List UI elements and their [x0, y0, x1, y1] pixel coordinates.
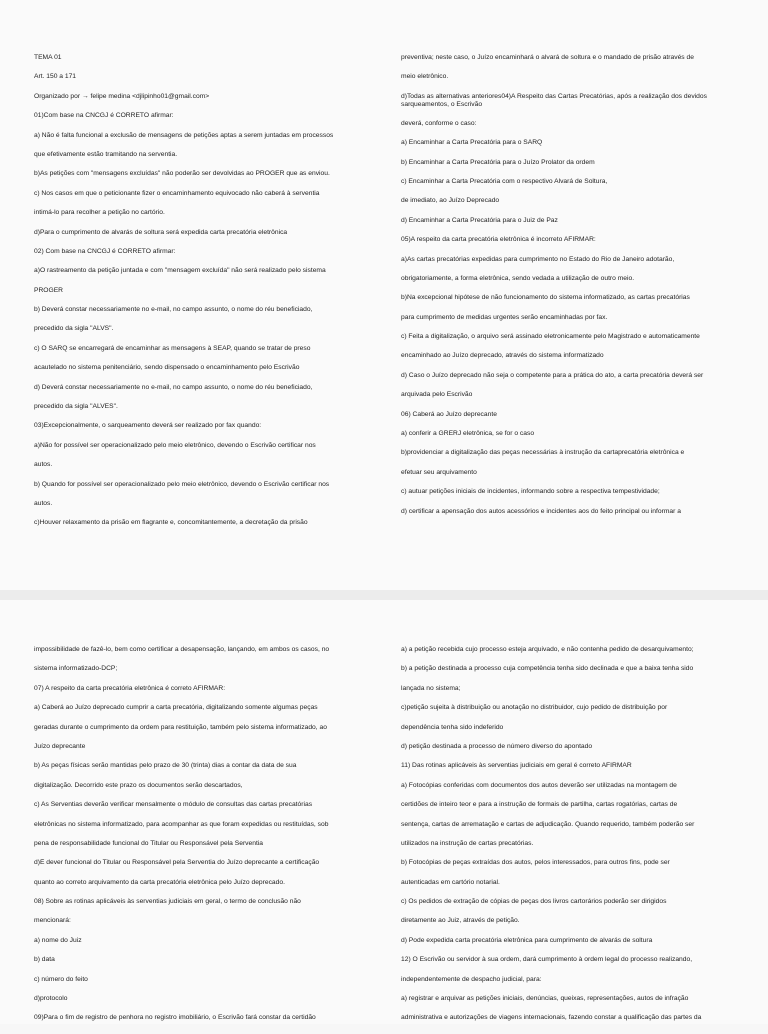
- text-line: b)As petições com "mensagens excluídas" não poderão ser devolvidas ao PROGER que as enviou.: [34, 170, 330, 178]
- text-line: b) data: [34, 956, 55, 964]
- text-line: Art. 150 a 171: [34, 73, 77, 81]
- text-line: d) certificar a apensação dos autos acessórios e incidentes aos do feito principal ou informar a: [401, 507, 681, 515]
- text-line: d)protocolo: [34, 995, 68, 1003]
- text-line: b)providenciar a digitalização das peças necessárias à instrução da cartaprecatória eletrônica e: [401, 449, 685, 457]
- text-line: precedido da sigla "ALVS".: [34, 325, 114, 333]
- text-line: autenticadas em cartório notarial.: [401, 878, 500, 886]
- text-line: quanto ao correto arquivamento da carta precatória eletrônica pelo Juízo deprecado.: [34, 878, 285, 886]
- text-line: eletrônicas no sistema informatizado, para acompanhar as que foram expedidas ou restituídas, sob: [34, 820, 329, 828]
- text-line: a) nome do Juiz: [34, 936, 82, 944]
- text-line: d) Pode expedida carta precatória eletrônica para cumprimento de alvarás de soltura: [401, 936, 653, 944]
- text-line: c) autuar petições iniciais de incidentes, informando sobre a respectiva tempestividade;: [401, 488, 660, 496]
- text-line: certidões de inteiro teor e para a instrução de formais de partilha, cartas rogatórias, cartas de: [401, 801, 678, 809]
- text-line: 12) O Escrivão ou servidor à sua ordem, dará cumprimento à ordem legal do processo realizando,: [401, 956, 693, 964]
- text-line: 06) Caberá ao Juízo deprecante: [401, 410, 497, 418]
- text-line: 08) Sobre as rotinas aplicáveis às serventias judiciais em geral, o termo de conclusão não: [34, 898, 301, 906]
- page-separator: [0, 590, 768, 600]
- text-line: que efetivamente estão tramitando na serventia.: [34, 150, 178, 158]
- page2-right-column: [401, 646, 731, 1034]
- text-line: TEMA 01: [34, 54, 62, 61]
- text-line: a)Não for possível ser operacionalizado pelo meio eletrônico, devendo o Escrivão certificar nos: [34, 441, 316, 449]
- text-line: b)Na excepcional hipótese de não funcionamento do sistema informatizado, as cartas precatórias: [401, 294, 690, 302]
- text-line: precedido da sigla "ALVES".: [34, 403, 118, 411]
- document-page-2: [0, 600, 768, 1024]
- text-line: d) petição destinada a processo de número diverso do apontado: [401, 742, 593, 750]
- text-line: c) número do feito: [34, 975, 88, 983]
- page1-left-column: [34, 54, 364, 539]
- text-line: meio eletrônico.: [401, 73, 449, 81]
- text-line: c) Os pedidos de extração de cópias de peças dos livros cartorários poderão ser dirigidos: [401, 898, 667, 906]
- text-line: a) registrar e arquivar as petições iniciais, denúncias, queixas, representações, autos de infração: [401, 995, 689, 1003]
- text-line: mencionará:: [34, 917, 71, 925]
- text-line: 03)Excepcionalmente, o sarqueamento deverá ser realizado por fax quando:: [34, 422, 262, 430]
- text-line: de imediato, ao Juízo Deprecado: [401, 197, 500, 205]
- text-line: geradas durante o cumprimento da ordem para restituição, também pelo sistema informatizado, ao: [34, 723, 327, 731]
- text-line: c) Encaminhar a Carta Precatória com o respectivo Alvará de Soltura,: [401, 177, 608, 185]
- text-line: 07) A respeito da carta precatória eletrônica é correto AFIRMAR:: [34, 684, 226, 692]
- text-line: Organizado por → felipe medina <djlipinho01@gmail.com>: [34, 92, 210, 100]
- text-line: c)Houver relaxamento da prisão em flagrante e, concomitantemente, a decretação da prisão: [34, 519, 308, 527]
- text-line: diretamente ao Juiz, através de petição.: [401, 917, 520, 925]
- text-line: intimá-lo para recolher a petição no cartório.: [34, 209, 165, 217]
- text-line: digitalização. Decorrido este prazo os documentos serão descartados,: [34, 781, 243, 789]
- text-line: c) As Serventias deverão verificar mensalmente o módulo de consultas das cartas precatórias: [34, 801, 313, 809]
- text-line: encaminhado ao Juízo deprecado, através do sistema informatizado: [401, 352, 604, 360]
- text-line: administrativa e autorizações de viagens internacionais, fazendo constar a qualificação das partes da: [401, 1014, 702, 1022]
- text-line: a)As cartas precatórias expedidas para cumprimento no Estado do Rio de Janeiro adotarão,: [401, 255, 675, 263]
- text-line: a)O rastreamento da petição juntada e com "mensagem excluída" não será realizado pelo sistema: [34, 267, 326, 275]
- text-line: 11) Das rotinas aplicáveis às serventias judiciais em geral é correto AFIRMAR: [401, 762, 632, 770]
- text-line: a) Não é falta funcional a exclusão de mensagens de petições aptas a serem juntadas em processos: [34, 131, 334, 139]
- text-line: pena de responsabilidade funcional do Titular ou Responsável pela Serventia: [34, 839, 264, 847]
- text-line: b) a petição destinada a processo cuja competência tenha sido declinada e que a baixa tenha sido: [401, 665, 694, 673]
- text-line: a) Caberá ao Juízo deprecado cumprir a carta precatória, digitalizando somente algumas peças: [34, 704, 318, 712]
- text-line: arquivada pelo Escrivão: [401, 391, 473, 399]
- text-line: b) As peças físicas serão mantidas pelo prazo de 30 (trinta) dias a contar da data de sua: [34, 762, 297, 770]
- text-line: b) Encaminhar a Carta Precatória para o Juízo Prolator da ordem: [401, 158, 595, 166]
- text-line: c) O SARQ se encarregará de encaminhar as mensagens à SEAP, quando se tratar de preso: [34, 344, 311, 352]
- text-line: PROGER: [34, 286, 63, 294]
- text-line: 05)A respeito da carta precatória eletrônica é incorreto AFIRMAR:: [401, 236, 596, 244]
- text-line: c) Nos casos em que o peticionante fizer o encaminhamento equivocado não caberá à serventia: [34, 189, 320, 197]
- text-line: sentença, cartas de arrematação e cartas de adjudicação. Quando requerido, também poderão ser: [401, 820, 695, 828]
- text-line: c) Feita a digitalização, o arquivo será assinado eletronicamente pelo Magistrado e automaticamente: [401, 333, 700, 341]
- text-line: b) Deverá constar necessariamente no e-mail, no campo assunto, o nome do réu beneficiado,: [34, 306, 313, 314]
- text-line: d) Encaminhar a Carta Precatória para o Juiz de Paz: [401, 216, 558, 224]
- text-line: a) Encaminhar a Carta Precatória para o SARQ: [401, 139, 543, 147]
- text-line: efetuar seu arquivamento: [401, 468, 477, 476]
- text-line: d)É dever funcional do Titular ou Responsável pela Serventia do Juízo deprecante a certificação: [34, 859, 320, 867]
- text-line: d)Para o cumprimento de alvarás de soltura será expedida carta precatória eletrônica: [34, 228, 288, 236]
- text-line: utilizados na instrução de cartas precatórias.: [401, 839, 534, 847]
- text-line: preventiva; neste caso, o Juízo encaminhará o alvará de soltura e o mandado de prisão através de: [401, 54, 694, 61]
- text-line: acautelado no sistema penitenciário, sendo dispensado o encaminhamento pelo Escrivão: [34, 364, 300, 372]
- text-line: b) Fotocópias de peças extraídas dos autos, pelos interessados, para outros fins, pode ser: [401, 859, 670, 867]
- text-line: a) conferir a GRERJ eletrônica, se for o caso: [401, 430, 535, 438]
- text-line: a) a petição recebida cujo processo esteja arquivado, e não contenha pedido de desarquivamento;: [401, 646, 694, 653]
- text-line: a) Fotocópias conferidas com documentos dos autos deverão ser utilizadas na montagem de: [401, 781, 677, 789]
- text-line: autos.: [34, 499, 53, 507]
- text-line: 01)Com base na CNCGJ é CORRETO afirmar:: [34, 112, 174, 120]
- text-line: d) Deverá constar necessariamente no e-mail, no campo assunto, o nome do réu beneficiado,: [34, 383, 313, 391]
- page1-right-column: [401, 54, 731, 527]
- text-line: independentemente de despacho judicial, para:: [401, 975, 542, 983]
- text-line: Juízo deprecante: [34, 742, 86, 750]
- page2-left-column: [34, 646, 364, 1034]
- text-line: c)petição sujeita à distribuição ou anotação no distribuidor, cujo pedido de distribuição por: [401, 704, 668, 712]
- text-line: lançada no sistema;: [401, 684, 461, 692]
- text-line: para cumprimento de medidas urgentes serão encaminhadas por fax.: [401, 313, 608, 321]
- text-line: obrigatoriamente, a forma eletrônica, sendo vedada a utilização de outro meio.: [401, 274, 635, 282]
- text-line: 09)Para o fim de registro de penhora no registro imobiliário, o Escrivão fará constar da certidão: [34, 1014, 316, 1022]
- text-line: d) Caso o Juízo deprecado não seja o competente para a prática do ato, a carta precatória deverá ser: [401, 371, 704, 379]
- text-line: sistema informatizado-DCP;: [34, 665, 118, 673]
- text-line: b) Quando for possível ser operacionalizado pelo meio eletrônico, devendo o Escrivão certificar nos: [34, 480, 330, 488]
- text-line: impossibilidade de fazê-lo, bem como certificar a desapensação, lançando, em ambos os casos, no: [34, 646, 330, 653]
- text-line: autos.: [34, 461, 53, 469]
- text-line: dependência tenha sido indeferido: [401, 723, 504, 731]
- text-line: d)Todas as alternativas anteriores04)A Respeito das Cartas Precatórias, após a realização dos devidos sarqueamentos, o Escrivão: [401, 92, 707, 108]
- text-line: 02) Com base na CNCGJ é CORRETO afirmar:: [34, 247, 176, 255]
- text-line: deverá, conforme o caso:: [401, 119, 477, 127]
